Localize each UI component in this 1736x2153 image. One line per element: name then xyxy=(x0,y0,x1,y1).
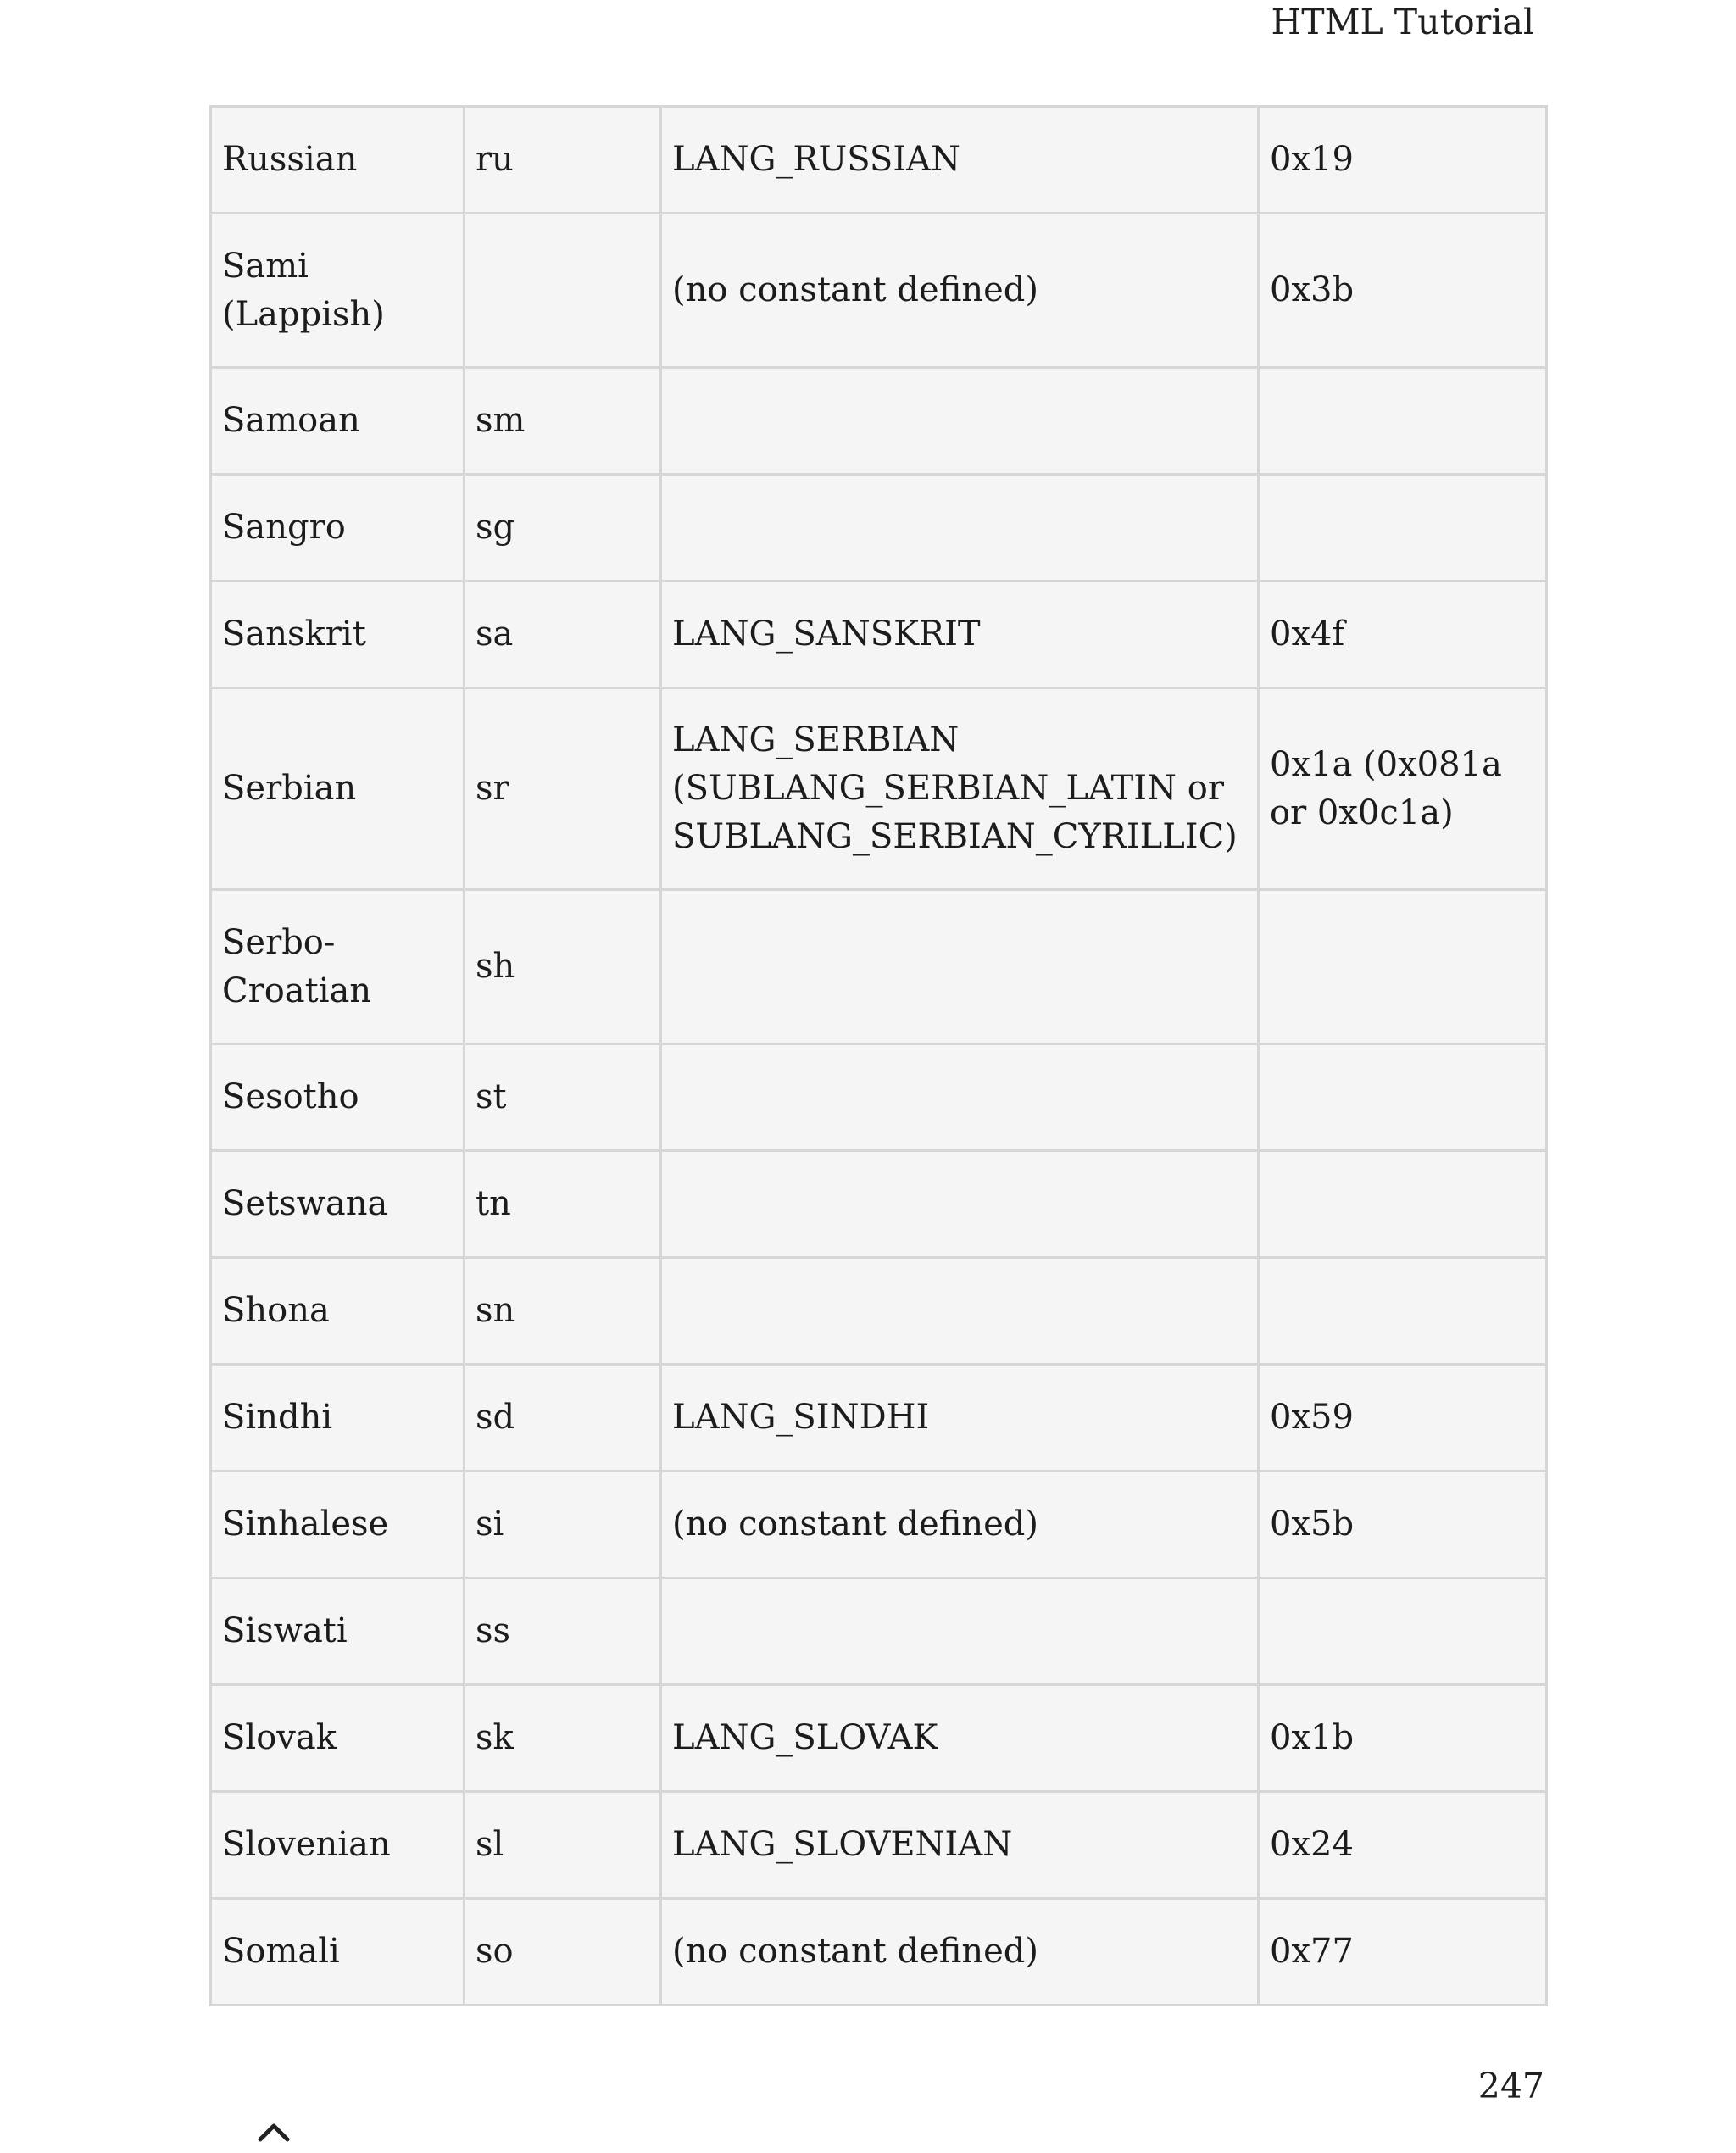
language-code-cell: tn xyxy=(465,1151,661,1258)
running-header-title: HTML Tutorial xyxy=(1271,2,1534,42)
hex-value-cell: 0x1a (0x081a or 0x0c1a) xyxy=(1259,688,1547,890)
language-name-cell: Serbian xyxy=(211,688,465,890)
language-name-cell: Slovenian xyxy=(211,1792,465,1899)
language-code-cell: sd xyxy=(465,1365,661,1471)
table-row xyxy=(211,214,1547,368)
language-name-cell: Sanskrit xyxy=(211,581,465,688)
table-row xyxy=(211,1578,1547,1685)
language-code-cell: sr xyxy=(465,688,661,890)
constant-cell: LANG_SLOVAK xyxy=(661,1685,1259,1792)
constant-cell xyxy=(661,1578,1259,1685)
language-code-cell: ru xyxy=(465,107,661,214)
hex-value-cell: 0x19 xyxy=(1259,107,1547,214)
language-code-cell: sh xyxy=(465,890,661,1044)
constant-cell: LANG_SINDHI xyxy=(661,1365,1259,1471)
constant-cell xyxy=(661,1258,1259,1365)
table-row xyxy=(211,1685,1547,1792)
constant-cell xyxy=(661,890,1259,1044)
table-row xyxy=(211,1151,1547,1258)
table-row xyxy=(211,1365,1547,1471)
constant-cell xyxy=(661,475,1259,581)
hex-value-cell: 0x4f xyxy=(1259,581,1547,688)
language-code-cell: sg xyxy=(465,475,661,581)
hex-value-cell: 0x1b xyxy=(1259,1685,1547,1792)
language-name-cell: Setswana xyxy=(211,1151,465,1258)
constant-cell: LANG_RUSSIAN xyxy=(661,107,1259,214)
constant-cell xyxy=(661,368,1259,475)
language-name-cell: Sami (Lappish) xyxy=(211,214,465,368)
hex-value-cell: 0x3b xyxy=(1259,214,1547,368)
hex-value-cell xyxy=(1259,890,1547,1044)
constant-cell: LANG_SANSKRIT xyxy=(661,581,1259,688)
constant-cell: LANG_SERBIAN (SUBLANG_SERBIAN_LATIN or SUBLANG_SERBIAN_CYRILLIC) xyxy=(661,688,1259,890)
table-row xyxy=(211,688,1547,890)
language-code-cell: si xyxy=(465,1471,661,1578)
table-row xyxy=(211,1044,1547,1151)
hex-value-cell: 0x5b xyxy=(1259,1471,1547,1578)
hex-value-cell: 0x24 xyxy=(1259,1792,1547,1899)
hex-value-cell: 0x59 xyxy=(1259,1365,1547,1471)
language-code-cell: sa xyxy=(465,581,661,688)
constant-cell xyxy=(661,1151,1259,1258)
constant-cell: (no constant defined) xyxy=(661,214,1259,368)
hex-value-cell xyxy=(1259,1578,1547,1685)
language-name-cell: Siswati xyxy=(211,1578,465,1685)
table-row xyxy=(211,475,1547,581)
table-row xyxy=(211,581,1547,688)
language-code-cell xyxy=(465,214,661,368)
language-code-cell: st xyxy=(465,1044,661,1151)
table-row xyxy=(211,1792,1547,1899)
language-code-cell: sn xyxy=(465,1258,661,1365)
language-name-cell: Sindhi xyxy=(211,1365,465,1471)
table-row xyxy=(211,368,1547,475)
table-row xyxy=(211,1258,1547,1365)
language-code-cell: so xyxy=(465,1899,661,2006)
table-row xyxy=(211,1471,1547,1578)
language-name-cell: Shona xyxy=(211,1258,465,1365)
language-name-cell: Serbo-Croatian xyxy=(211,890,465,1044)
hex-value-cell xyxy=(1259,368,1547,475)
constant-cell: (no constant defined) xyxy=(661,1899,1259,2006)
table-row xyxy=(211,107,1547,214)
language-code-cell: sk xyxy=(465,1685,661,1792)
table-row xyxy=(211,1899,1547,2006)
hex-value-cell xyxy=(1259,1044,1547,1151)
language-name-cell: Slovak xyxy=(211,1685,465,1792)
page-number: 247 xyxy=(1477,2066,1544,2106)
language-name-cell: Somali xyxy=(211,1899,465,2006)
hex-value-cell xyxy=(1259,1258,1547,1365)
language-code-cell: ss xyxy=(465,1578,661,1685)
constant-cell xyxy=(661,1044,1259,1151)
hex-value-cell xyxy=(1259,475,1547,581)
language-name-cell: Samoan xyxy=(211,368,465,475)
language-name-cell: Sinhalese xyxy=(211,1471,465,1578)
hex-value-cell: 0x77 xyxy=(1259,1899,1547,2006)
constant-cell: LANG_SLOVENIAN xyxy=(661,1792,1259,1899)
hex-value-cell xyxy=(1259,1151,1547,1258)
chevron-up-icon[interactable] xyxy=(257,2119,291,2153)
language-name-cell: Russian xyxy=(211,107,465,214)
constant-cell: (no constant defined) xyxy=(661,1471,1259,1578)
language-name-cell: Sesotho xyxy=(211,1044,465,1151)
language-name-cell: Sangro xyxy=(211,475,465,581)
language-code-table xyxy=(209,105,1548,2006)
table-row xyxy=(211,890,1547,1044)
language-code-cell: sm xyxy=(465,368,661,475)
language-code-cell: sl xyxy=(465,1792,661,1899)
